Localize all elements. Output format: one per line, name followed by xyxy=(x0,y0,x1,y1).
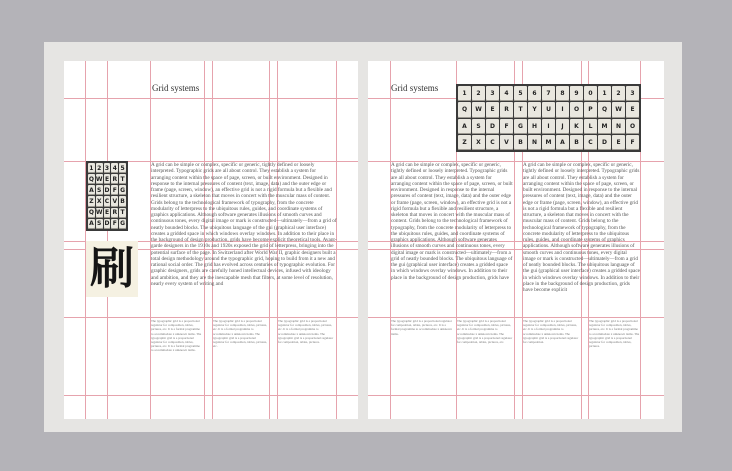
keycap: 3 xyxy=(626,86,639,101)
keycap: F xyxy=(626,135,639,150)
keycap: Z xyxy=(458,135,471,150)
caption: The typographic grid is a proportional regulator for composition, tables, pictures, etc. It is a formal programme to accommodate x unknown items. The typographic grid is a proportional regulator for composition, tables, pictures, etc. It is a formal programme to accommodate x unknown items. xyxy=(151,319,202,353)
keycap: B xyxy=(570,135,583,150)
keycap: A xyxy=(89,186,94,194)
keycap: A xyxy=(89,220,94,228)
keycap: J xyxy=(556,119,569,134)
keycap: M xyxy=(542,135,555,150)
page-title: Grid systems xyxy=(152,83,200,93)
keycap: I xyxy=(556,102,569,117)
keycap: T xyxy=(120,209,125,217)
keycap: 9 xyxy=(570,86,583,101)
keycap: 4 xyxy=(112,164,117,172)
keycap: X xyxy=(472,135,485,150)
keycap: E xyxy=(612,135,625,150)
caption: The typographic grid is a proportional regulator for composition, tables, pictures, etc. It is a formal programme to accommodate x unknown items. xyxy=(391,319,452,336)
keycap: 4 xyxy=(500,86,513,101)
keycap: R xyxy=(112,175,118,183)
body-text-column-1: A grid can be simple or complex, specific or generic, tightly defined or loosely interpreted. Typographic grids are all about control. They establish a system for arranging content within the space of page, screen, or built environment. Designed in response to the internal pressures of content (text, image, data) and the outer edge or frame (page, screen, window), an effective grid is not a rigid formula but a flexible and resilient structure, a skeleton that moves in concert with the muscular mass of content. Grids belong to the technological framework of typography, from the concrete modularity of letterpress to the ubiquitous rules, guides, and coordinate systems of graphics applications. Although software generates illusions of smooth curves and continuous tones, every digital image or mark is constructed—ultimately—from a grid of neatly bounded blocks. The ubiquitous language of the gui (graphical user interface) creates a gridded space in which windows overlay windows. In addition to their place in the background of design production, grids have xyxy=(391,162,513,281)
grid-line xyxy=(64,317,358,318)
right-page xyxy=(368,61,664,419)
keycap: U xyxy=(542,102,555,117)
kanji-character: 刷 xyxy=(90,243,134,294)
kanji-illustration xyxy=(86,241,138,297)
grid-line xyxy=(64,395,358,396)
keycap: 5 xyxy=(120,164,125,172)
keycap: 6 xyxy=(528,86,541,101)
page-title: Grid systems xyxy=(391,83,439,93)
keycap: O xyxy=(570,102,583,117)
keycap: Q xyxy=(88,209,94,217)
keycap: C xyxy=(486,135,499,150)
keycap: D xyxy=(486,119,499,134)
keycap: G xyxy=(120,220,126,228)
keycap: D xyxy=(598,135,611,150)
grid-line xyxy=(85,61,86,419)
keycap: D xyxy=(104,220,110,228)
keycap: S xyxy=(472,119,485,134)
keycap: S xyxy=(97,220,102,228)
keycap: 2 xyxy=(97,164,102,172)
keycap: 1 xyxy=(598,86,611,101)
keycap: W xyxy=(612,102,625,117)
keycap: Q xyxy=(458,102,471,117)
keycap: 2 xyxy=(612,86,625,101)
grid-line xyxy=(107,61,108,419)
body-text-column-2: A grid can be simple or complex, specific or generic, tightly defined or loosely interpreted. Typographic grids are all about control. They establish a system for arranging content within the space of page, screen, or built environment. Designed in response to the internal pressures of content (text, image, data) and the outer edge or frame (page, screen, window), an effective grid is not a rigid formula but a flexible and resilient structure, a skeleton that moves in concert with the muscular mass of content. Grids belong to the technological framework of typography, from the concrete modularity of letterpress to the ubiquitous rules, guides, and coordinate systems of graphics applications. Although software generates illusions of smooth curves and continuous tones, every digital image or mark is constructed—ultimately—from a grid of neatly bounded blocks. The ubiquitous language of the gui (graphical user interface) creates a gridded space in which windows overlay windows. In addition to their place in the background of design production, grids have become explicit xyxy=(523,162,640,293)
keycap: R xyxy=(500,102,513,117)
keycap: A xyxy=(458,119,471,134)
keycap: V xyxy=(500,135,513,150)
keycap: V xyxy=(112,198,118,206)
keycap: A xyxy=(556,135,569,150)
keycap: C xyxy=(104,198,110,206)
keycap: 2 xyxy=(472,86,485,101)
keycap: T xyxy=(514,102,527,117)
keycap: 0 xyxy=(584,86,597,101)
keycap: H xyxy=(528,119,541,134)
keycap: S xyxy=(97,186,102,194)
keycap: N xyxy=(612,119,625,134)
keycap: W xyxy=(472,102,485,117)
keycap: C xyxy=(584,135,597,150)
keycap: F xyxy=(500,119,513,134)
keycap: 3 xyxy=(104,164,110,172)
left-page xyxy=(64,61,358,419)
keycap: R xyxy=(112,209,118,217)
keycap: Q xyxy=(88,175,94,183)
body-text: A grid can be simple or complex, specific or generic, tightly defined or loosely interpreted. Typographic grids are all about control. They establish a system for arranging content within the space of page, screen, or built environment. Designed in response to the internal pressures of content (text, image, data) and the outer edge or frame (page, screen, window), an effective grid is not a rigid formula but a flexible and resilient structure, a skeleton that moves in concert with the muscular mass of content. Grids belong to the technological framework of typography, from the concrete modularity of letterpress to the ubiquitous rules, guides, and coordinate systems of graphics applications. Although software generates illusions of smooth curves and continuous tones, every digital image or mark is constructed—ultimately—from a grid of neatly bounded blocks. The ubiquitous language of the gui (graphical user interface) creates a gridded space in which windows overlay windows. In addition to their place in the background of design production, grids have become explicit theoretical tools. Avant-garde designers in the 1910s and 1920s exposed the grid of letterpress, bringing into the potential surface of the page. In Switzerland after World War II, graphic designers built a total design methodology around the typographic grid, hoping to build from it a new and rational social order. The grid has evolved across centuries of typographic evolution. For graphic designers, grids are carefully honed intellectual devices, infused with ideology and ambition, and they are the inescapable mesh that filters, at some level of resolution, nearly every system of writing and xyxy=(151,162,337,287)
keycap: 1 xyxy=(458,86,471,101)
keycap: M xyxy=(598,119,611,134)
keycap: L xyxy=(584,119,597,134)
keycap: E xyxy=(104,175,110,183)
keycap: 8 xyxy=(556,86,569,101)
caption: The typographic grid is a proportional regulator for composition, tables, pictures, etc. It is a formal programme to accommodate x unknown items. The typographic grid is a proportional regulator for composition, tables, pictures. xyxy=(278,319,334,345)
keycap: T xyxy=(120,175,125,183)
keycap: W xyxy=(95,175,103,183)
caption: The typographic grid is a proportional regulator for composition, tables, pictures, etc. It is a formal programme to accommodate x unknown items. The typographic grid is a proportional regulator for composition. xyxy=(523,319,579,345)
keycap: D xyxy=(104,186,110,194)
keycap: I xyxy=(542,119,555,134)
keycap: 1 xyxy=(89,164,94,172)
keycap: O xyxy=(626,119,639,134)
keycap: E xyxy=(626,102,639,117)
keycap: E xyxy=(486,102,499,117)
grid-line xyxy=(64,98,358,99)
keycap: F xyxy=(112,220,117,228)
keycap: Z xyxy=(89,198,94,206)
keycap: 5 xyxy=(514,86,527,101)
keycap: Q xyxy=(598,102,611,117)
caption: The typographic grid is a proportional regulator for composition, tables, pictures, etc. It is a formal programme to accommodate x unknown items. The typographic grid is a proportional regulator for composition, tables, pictures, etc. xyxy=(213,319,268,349)
grid-line xyxy=(368,395,664,396)
keyboard-photo xyxy=(86,161,128,231)
keycap: X xyxy=(96,198,102,206)
caption: The typographic grid is a proportional regulator for composition, tables, pictures, etc. It is a formal programme to accommodate x unknown items. The typographic grid is a proportional regulator for composition, tables, pictures. xyxy=(589,319,640,349)
keycap: E xyxy=(104,209,110,217)
keycap: K xyxy=(570,119,583,134)
keyboard-photo xyxy=(456,84,641,152)
grid-line xyxy=(368,317,664,318)
keycap: 3 xyxy=(486,86,499,101)
keycap: N xyxy=(528,135,541,150)
keycap: W xyxy=(95,209,103,217)
keycap: B xyxy=(514,135,527,150)
keycap: F xyxy=(112,186,117,194)
keycap: 7 xyxy=(542,86,555,101)
keycap: G xyxy=(514,119,527,134)
keycap: P xyxy=(584,102,597,117)
keycap: Y xyxy=(528,102,541,117)
keycap: G xyxy=(120,186,126,194)
caption: The typographic grid is a proportional regulator for composition, tables, pictures, etc. It is a formal programme to accommodate x unknown items. The typographic grid is a proportional regulator for composition, tables, pictures, etc. xyxy=(457,319,513,345)
keycap: B xyxy=(120,198,125,206)
